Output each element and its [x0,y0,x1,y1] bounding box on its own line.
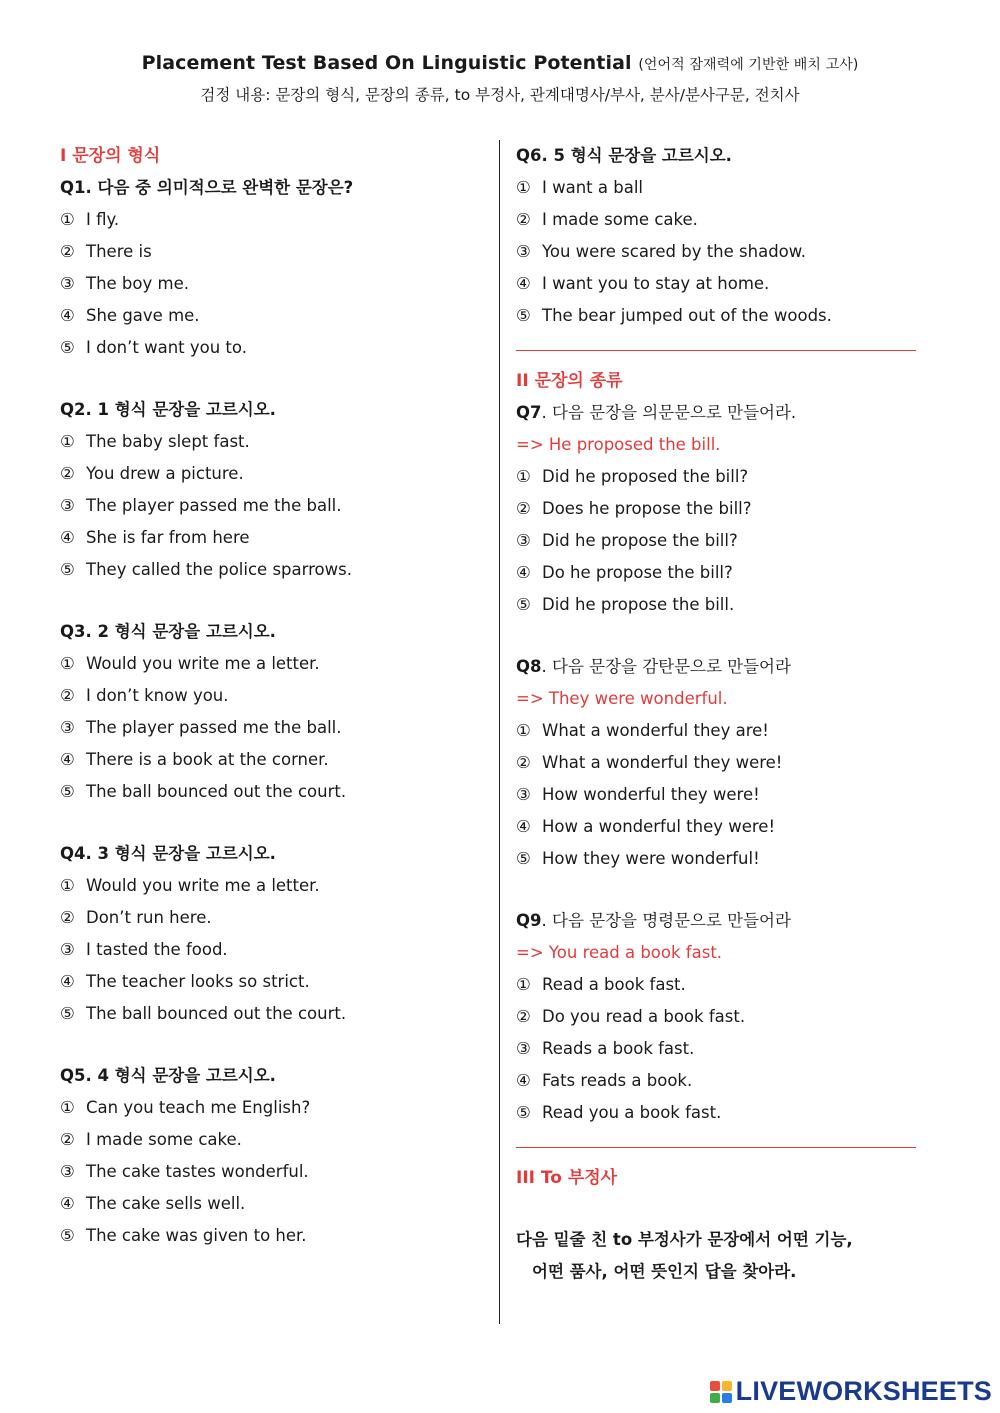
option[interactable] [60,712,485,744]
question-block-q9 [516,905,956,1129]
question-block-q5 [60,1060,485,1252]
title-korean: (언어적 잠재력에 기반한 배치 고사) [638,57,859,73]
option-text: I don’t know you. [86,686,229,705]
question-block-q6 [516,140,956,332]
option[interactable] [516,236,956,268]
option[interactable] [60,554,485,586]
question-q9 [516,905,956,937]
option-text: What a wonderful they were! [542,753,783,772]
option[interactable] [516,747,956,779]
option-text: I tasted the food. [86,940,228,959]
option-text: You were scared by the shadow. [542,242,806,261]
option-marker: ④ [516,817,531,836]
option[interactable] [516,969,956,1001]
option-text: The teacher looks so strict. [86,972,310,991]
option-text: She gave me. [86,306,200,325]
option-marker: ⑤ [60,338,75,357]
option[interactable] [516,300,956,332]
question-q6: Q6. 5 형식 문장을 고르시오. [516,146,732,165]
option-marker: ② [516,753,531,772]
question-q5: Q5. 4 형식 문장을 고르시오. [60,1066,276,1085]
question-block-q7 [516,397,956,621]
question-text: . 다음 문장을 명령문으로 만들어라 [541,911,791,930]
option-marker: ⑤ [516,595,531,614]
option-text: Do he propose the bill? [542,563,733,582]
left-column [60,140,485,1252]
option-marker: ④ [516,1071,531,1090]
option[interactable] [60,458,485,490]
option-text: How they were wonderful! [542,849,760,868]
option-marker: ⑤ [516,1103,531,1122]
option-marker: ⑤ [60,782,75,801]
question-q7 [516,397,956,429]
instruction-line-1: 다음 밑줄 친 to 부정사가 문장에서 어떤 기능, [516,1230,853,1249]
option-marker: ③ [60,496,75,515]
option-marker: ③ [516,531,531,550]
option-marker: ④ [60,306,75,325]
logo-square-yellow [722,1381,732,1391]
question-q4: Q4. 3 형식 문장을 고르시오. [60,844,276,863]
option[interactable] [60,966,485,998]
option-text: The player passed me the ball. [86,718,342,737]
option-marker: ② [60,242,75,261]
option[interactable] [60,870,485,902]
option-text: There is a book at the corner. [86,750,329,769]
page-title [0,52,1000,74]
option-text: How a wonderful they were! [542,817,776,836]
given-sentence: => He proposed the bill. [516,435,721,454]
option[interactable] [60,902,485,934]
option-marker: ④ [516,563,531,582]
option-text: The cake tastes wonderful. [86,1162,309,1181]
option-marker: ② [60,908,75,927]
section-title-3: III To 부정사 [516,1168,618,1188]
option[interactable] [516,172,956,204]
option-marker: ⑤ [60,560,75,579]
option[interactable] [516,204,956,236]
option-marker: ① [516,721,531,740]
section-title-1: I 문장의 형식 [60,146,161,166]
option-marker: ③ [60,940,75,959]
option[interactable] [60,204,485,236]
option-text: Would you write me a letter. [86,654,320,673]
option-text: Reads a book fast. [542,1039,695,1058]
option-marker: ④ [60,528,75,547]
option-text: Would you write me a letter. [86,876,320,895]
option-text: I want a ball [542,178,643,197]
option[interactable] [60,426,485,458]
option-marker: ② [516,499,531,518]
right-column [516,140,956,1288]
option[interactable] [60,776,485,808]
option-text: I made some cake. [542,210,698,229]
page-header [0,52,1000,105]
option-text: There is [86,242,152,261]
option-text: Do you read a book fast. [542,1007,746,1026]
question-number: Q7 [516,403,542,422]
option[interactable] [60,490,485,522]
option-marker: ② [60,1130,75,1149]
option-text: I fly. [86,210,120,229]
option-marker: ① [60,1098,75,1117]
option[interactable] [516,811,956,843]
question-block-q8 [516,651,956,875]
section-separator-rule [516,350,916,351]
page-subtitle: 검정 내용: 문장의 형식, 문장의 종류, to 부정사, 관계대명사/부사, 분사/분사구문, 전치사 [200,86,800,104]
option-marker: ① [60,876,75,895]
option-text: I made some cake. [86,1130,242,1149]
question-block-q4 [60,838,485,1030]
option-text: How wonderful they were! [542,785,760,804]
option-marker: ⑤ [516,306,531,325]
option-text: Read you a book fast. [542,1103,722,1122]
option[interactable] [60,744,485,776]
option-text: Did he propose the bill? [542,531,738,550]
option[interactable] [516,525,956,557]
option-text: Read a book fast. [542,975,686,994]
column-divider [499,140,500,1324]
logo-square-red [710,1381,720,1391]
option-text: They called the police sparrows. [86,560,352,579]
option[interactable] [60,648,485,680]
option-text: Did he proposed the bill? [542,467,749,486]
option-text: The ball bounced out the court. [86,782,347,801]
question-block-q2 [60,394,485,586]
option-text: I don’t want you to. [86,338,247,357]
given-sentence: => You read a book fast. [516,943,723,962]
option[interactable] [60,268,485,300]
option[interactable] [60,934,485,966]
instruction-line-2: 어떤 품사, 어떤 뜻인지 답을 찾아라. [532,1262,797,1281]
option-marker: ① [516,178,531,197]
option-text: I want you to stay at home. [542,274,770,293]
option[interactable] [60,1188,485,1220]
option[interactable] [60,998,485,1030]
option[interactable] [516,1065,956,1097]
option-text: The baby slept fast. [86,432,250,451]
question-q2: Q2. 1 형식 문장을 고르시오. [60,400,276,419]
option[interactable] [60,1156,485,1188]
option-marker: ② [60,464,75,483]
option-text: Did he propose the bill. [542,595,735,614]
liveworksheets-logo-icon [710,1381,732,1403]
option-text: The player passed me the ball. [86,496,342,515]
option[interactable] [60,1092,485,1124]
option-text: The bear jumped out of the woods. [542,306,832,325]
section-title-2: II 문장의 종류 [516,371,623,391]
option[interactable] [516,1033,956,1065]
question-number: Q9 [516,911,542,930]
instruction-text [516,1224,956,1288]
option[interactable] [60,236,485,268]
option-marker: ① [60,654,75,673]
option[interactable] [516,715,956,747]
option-marker: ③ [60,718,75,737]
question-text: . 다음 문장을 감탄문으로 만들어라 [541,657,791,676]
logo-square-blue [722,1393,732,1403]
option-text: What a wonderful they are! [542,721,769,740]
option-text: Fats reads a book. [542,1071,693,1090]
option-marker: ① [60,210,75,229]
option-text: Does he propose the bill? [542,499,752,518]
option[interactable] [516,268,956,300]
question-block-q3 [60,616,485,808]
option-marker: ② [516,1007,531,1026]
option-marker: ④ [60,750,75,769]
option[interactable] [516,557,956,589]
option[interactable] [60,680,485,712]
option-marker: ② [516,210,531,229]
option[interactable] [60,522,485,554]
title-english: Placement Test Based On Linguistic Potential [141,52,632,74]
option[interactable] [60,1124,485,1156]
option[interactable] [60,1220,485,1252]
option-text: The cake sells well. [86,1194,246,1213]
option-text: She is far from here [86,528,250,547]
option[interactable] [516,843,956,875]
option-marker: ④ [516,274,531,293]
option[interactable] [516,461,956,493]
option[interactable] [60,300,485,332]
option-text: The ball bounced out the court. [86,1004,347,1023]
question-q3: Q3. 2 형식 문장을 고르시오. [60,622,276,641]
option-text: You drew a picture. [86,464,244,483]
given-sentence: => They were wonderful. [516,689,728,708]
brand-name: LIVEWORKSHEETS [735,1376,992,1406]
liveworksheets-brand[interactable] [710,1376,992,1407]
option[interactable] [516,779,956,811]
option[interactable] [516,1097,956,1129]
option-marker: ③ [60,1162,75,1181]
option-marker: ① [60,432,75,451]
question-block-q1 [60,172,485,364]
option-text: The boy me. [86,274,189,293]
option-text: Can you teach me English? [86,1098,311,1117]
logo-square-green [710,1393,720,1403]
question-text: . 다음 문장을 의문문으로 만들어라. [541,403,797,422]
option-marker: ⑤ [60,1226,75,1245]
option-marker: ③ [60,274,75,293]
option-marker: ③ [516,785,531,804]
option-marker: ③ [516,1039,531,1058]
option-text: Don’t run here. [86,908,212,927]
option-marker: ③ [516,242,531,261]
option[interactable] [516,1001,956,1033]
option[interactable] [516,589,956,621]
option-marker: ⑤ [60,1004,75,1023]
option[interactable] [516,493,956,525]
option-marker: ① [516,975,531,994]
option-marker: ④ [60,972,75,991]
question-q8 [516,651,956,683]
section-separator-rule [516,1147,916,1148]
option-marker: ⑤ [516,849,531,868]
option-marker: ② [60,686,75,705]
option[interactable] [60,332,485,364]
option-text: The cake was given to her. [86,1226,307,1245]
option-marker: ④ [60,1194,75,1213]
option-marker: ① [516,467,531,486]
question-q1: Q1. 다음 중 의미적으로 완벽한 문장은? [60,178,354,197]
question-number: Q8 [516,657,542,676]
